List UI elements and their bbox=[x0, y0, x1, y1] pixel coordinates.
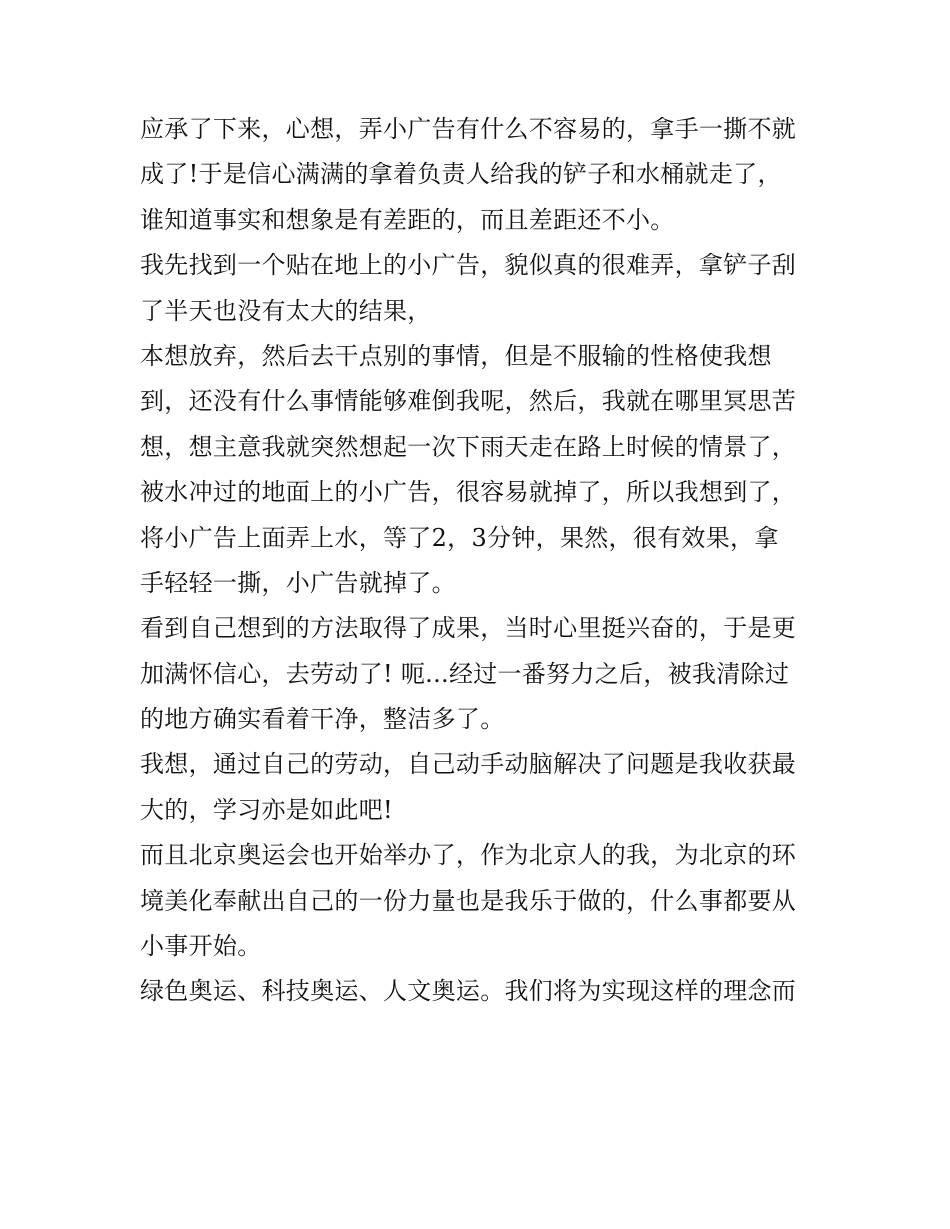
text-line: 的地方确实看着干净，整洁多了。 bbox=[140, 705, 505, 734]
text-line: 到，还没有什么事情能够难倒我呢，然后，我就在哪里冥思苦 bbox=[140, 387, 797, 416]
text-line: 大的，学习亦是如此吧! bbox=[140, 795, 393, 824]
text-line: 了半天也没有太大的结果， bbox=[140, 296, 432, 325]
text-line: 被水冲过的地面上的小广告，很容易就掉了，所以我想到了， bbox=[140, 478, 797, 507]
text-line: 绿色奥运、科技奥运、人文奥运。我们将为实现这样的理念而 bbox=[140, 977, 797, 1006]
text-line: 谁知道事实和想象是有差距的，而且差距还不小。 bbox=[140, 205, 675, 234]
text-line: 将小广告上面弄上水，等了2，3分钟，果然，很有效果，拿 bbox=[140, 523, 779, 552]
text-line: 看到自己想到的方法取得了成果，当时心里挺兴奋的，于是更 bbox=[140, 614, 797, 643]
text-line: 我想，通过自己的劳动，自己动手动脑解决了问题是我收获最 bbox=[140, 750, 797, 779]
text-line: 成了!于是信心满满的拿着负责人给我的铲子和水桶就走了， bbox=[140, 160, 782, 189]
text-line: 我先找到一个贴在地上的小广告，貌似真的很难弄，拿铲子刮 bbox=[140, 251, 797, 280]
text-line: 应承了下来，心想，弄小广告有什么不容易的，拿手一撕不就 bbox=[140, 115, 797, 143]
text-line: 加满怀信心，去劳动了! 呃...经过一番努力之后，被我清除过 bbox=[140, 659, 790, 688]
text-line: 而且北京奥运会也开始举办了，作为北京人的我，为北京的环 bbox=[140, 841, 797, 870]
text-line: 本想放弃，然后去干点别的事情，但是不服输的性格使我想 bbox=[140, 341, 772, 370]
document-body bbox=[140, 107, 820, 1015]
text-line: 境美化奉献出自己的一份力量也是我乐于做的，什么事都要从 bbox=[140, 886, 797, 915]
text-line: 小事开始。 bbox=[140, 932, 262, 961]
text-line: 手轻轻一撕，小广告就掉了。 bbox=[140, 568, 456, 597]
text-line: 想，想主意我就突然想起一次下雨天走在路上时候的情景了， bbox=[140, 432, 797, 461]
